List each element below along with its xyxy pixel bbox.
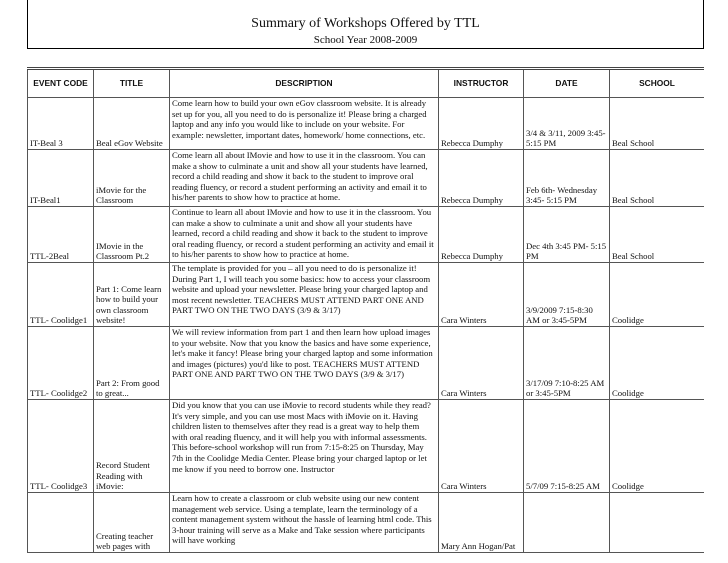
header-description: DESCRIPTION [170, 69, 439, 98]
cell-event-code [28, 493, 94, 553]
cell-date: Dec 4th 3:45 PM- 5:15 PM [524, 207, 610, 263]
cell-instructor: Rebecca Dumphy [439, 98, 524, 150]
header-date: DATE [524, 69, 610, 98]
cell-school: Coolidge [610, 400, 705, 493]
document-header [27, 0, 704, 49]
document-title: Summary of Workshops Offered by TTL [251, 16, 480, 31]
cell-instructor: Cara Winters [439, 327, 524, 400]
cell-instructor: Mary Ann Hogan/Pat [439, 493, 524, 553]
cell-instructor: Rebecca Dumphy [439, 150, 524, 207]
cell-date: 3/4 & 3/11, 2009 3:45-5:15 PM [524, 98, 610, 150]
cell-instructor: Cara Winters [439, 263, 524, 327]
cell-event-code: TTL-2Beal [28, 207, 94, 263]
cell-school: Beal School [610, 98, 705, 150]
cell-description: We will review information from part 1 and then learn how upload images to your website. Now that you know the basics and have some experience, let's make it fancy! Please bring your charged laptop and some information and images (pictures) you'd like to post. TEACHERS MUST ATTEND PART ONE AND PART TWO ON THE TWO DAYS (3/9 & 3/17) [170, 327, 439, 400]
cell-event-code: TTL- Coolidge3 [28, 400, 94, 493]
workshops-table [27, 67, 704, 553]
table-row [28, 150, 705, 207]
cell-description: Come learn all about IMovie and how to use it in the classroom. You can make a show to culminate a unit and show all your students have learned, record a child reading and show it back to the student to improve oral reading fluency, or record a student performing an activity and email it to his/her parents to show how to practice at home. [170, 150, 439, 207]
cell-event-code: IT-Beal 3 [28, 98, 94, 150]
cell-title: Part 1: Come learn how to build your own classroom website! [94, 263, 170, 327]
cell-school: Beal School [610, 207, 705, 263]
cell-description: The template is provided for you – all you need to do is personalize it! During Part 1, I will teach you some basics: how to access your classroom website and upload your newsletter. Please bring your charged laptop and most recent newsletter. TEACHERS MUST ATTEND PART ONE AND PART TWO ON THE TWO DAYS (3/9 & 3/17) [170, 263, 439, 327]
cell-event-code: TTL- Coolidge2 [28, 327, 94, 400]
table-row [28, 263, 705, 327]
cell-event-code: IT-Beal1 [28, 150, 94, 207]
cell-school: Coolidge [610, 263, 705, 327]
cell-description: Did you know that you can use iMovie to record students while they read? It's very simple, and you can use most Macs with iMovie on it. Having children listen to themselves after they read is a great way to help them with oral reading fluency, and it will help you with informal assessments. This before-school workshop will run from 7:15-8:25 on Thursday, May 7th in the Coolidge Media Center. Please bring your charged laptop or let me know if you need to borrow one. Instructor [170, 400, 439, 493]
table-row [28, 493, 705, 553]
cell-date: 3/17/09 7:10-8:25 AM or 3:45-5PM [524, 327, 610, 400]
cell-description: Learn how to create a classroom or club website using our new content management web service. Using a template, learn the terminology of a content management system without the hassle of learning html code. This 3-hour training will serve as a Make and Take session where participants will have working [170, 493, 439, 553]
workshops-table-container [27, 67, 704, 563]
document-subtitle: School Year 2008-2009 [313, 34, 418, 46]
cell-date: 3/9/2009 7:15-8:30 AM or 3:45-5PM [524, 263, 610, 327]
header-school: SCHOOL [610, 69, 705, 98]
table-row [28, 327, 705, 400]
cell-school: Coolidge [610, 327, 705, 400]
table-row [28, 207, 705, 263]
cell-school: Beal School [610, 150, 705, 207]
cell-title: Beal eGov Website [94, 98, 170, 150]
cell-event-code: TTL- Coolidge1 [28, 263, 94, 327]
cell-title: IMovie in the Classroom Pt.2 [94, 207, 170, 263]
header-title: TITLE [94, 69, 170, 98]
table-header-row [28, 69, 705, 98]
cell-date: Feb 6th- Wednesday 3:45- 5:15 PM [524, 150, 610, 207]
cell-title: Creating teacher web pages with [94, 493, 170, 553]
header-event-code: EVENT CODE [28, 69, 94, 98]
header-instructor: INSTRUCTOR [439, 69, 524, 98]
cell-school [610, 493, 705, 553]
cell-title: Part 2: From good to great... [94, 327, 170, 400]
table-row [28, 400, 705, 493]
cell-date [524, 493, 610, 553]
cell-instructor: Rebecca Dumphy [439, 207, 524, 263]
cell-description: Continue to learn all about IMovie and how to use it in the classroom. You can make a show to culminate a unit and show all your students have learned, record a child reading and show it back to the student to improve oral reading fluency, or record a student performing an activity and email it to his/her parents to show how to practice at home. [170, 207, 439, 263]
table-row [28, 98, 705, 150]
cell-title: Record Student Reading with iMovie: [94, 400, 170, 493]
cell-title: iMovie for the Classroom [94, 150, 170, 207]
cell-instructor: Cara Winters [439, 400, 524, 493]
cell-description: Come learn how to build your own eGov classroom website. It is already set up for you, all you need to do is personalize it! Please bring a charged laptop and any info you would like to include on your website. For example: newsletter, important dates, homework/ home connections, etc. [170, 98, 439, 150]
cell-date: 5/7/09 7:15-8:25 AM [524, 400, 610, 493]
